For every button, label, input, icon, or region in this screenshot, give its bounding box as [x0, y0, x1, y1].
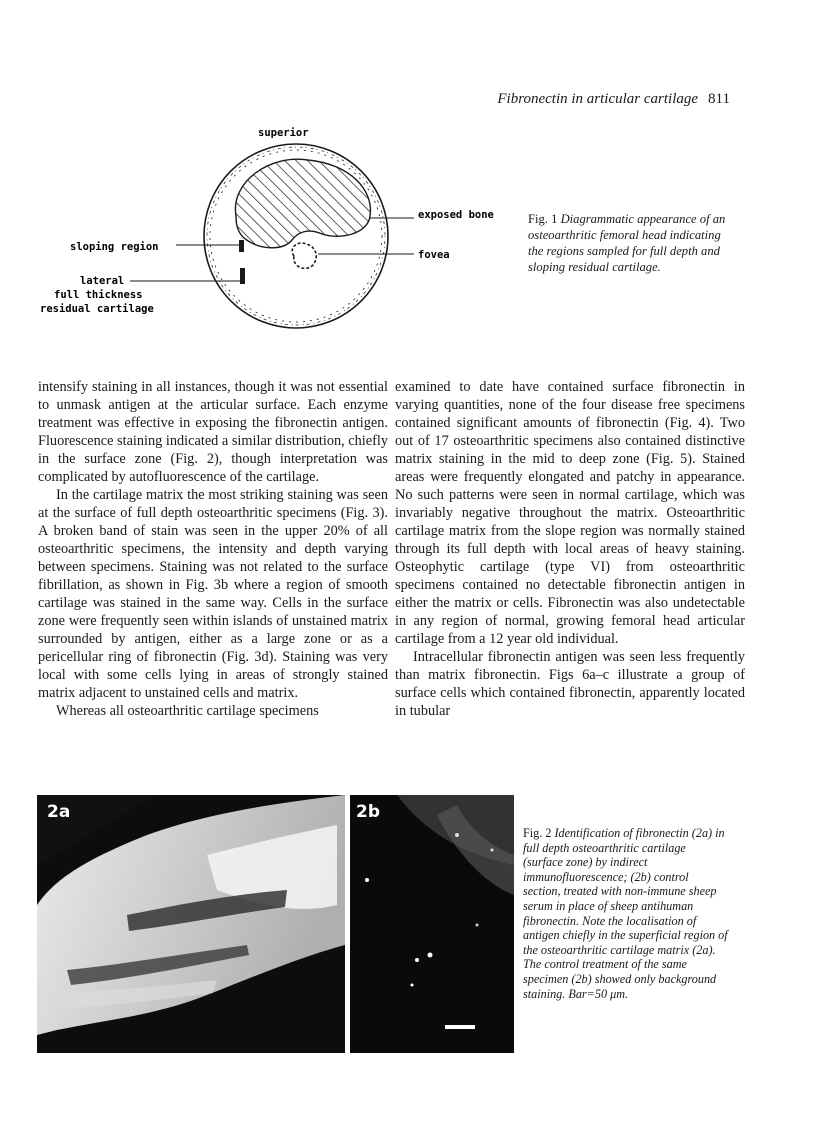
figure1-caption-text: Diagrammatic appearance of an osteoarthritic femoral head indicating the regions sampled for full depth and sloping residual cartilage. [528, 212, 726, 274]
figure1-diagram [40, 120, 520, 350]
micrograph-panels [37, 795, 514, 1053]
label-full-thickness: full thickness [54, 289, 143, 301]
paragraph: Whereas all osteoarthritic cartilage specimens [56, 703, 319, 719]
label-lateral: lateral [80, 275, 125, 287]
exposed-bone-region [235, 159, 370, 248]
full-thickness-marker [240, 268, 245, 284]
label-exposed-bone: exposed bone [418, 209, 494, 221]
paragraph: Intracellular fibronectin antigen was seen less frequently than matrix fibronectin. Figs 6a–c illustrate a group of surface cells which contained fibronectin, apparently located in tubular [395, 649, 745, 719]
scale-bar [445, 1025, 475, 1029]
label-fovea: fovea [418, 249, 450, 261]
body-left-column [38, 378, 388, 720]
paragraph: In the cartilage matrix the most striking staining was seen at the surface of full depth osteoarthritic specimens (Fig. 3). A broken band of stain was seen in the upper 20% of all osteoarthritic specimens, the intensity and depth varying between specimens. Staining was not related to the surface fibrillation, as shown in Fig. 3b where a region of smooth cartilage was stained in the same way. Cells in the surface zone were frequently seen within islands of unstained matrix surrounded by antigen, either as a large zone or as a pericellular ring of fibronectin (Fig. 3d). Staining was very local with some cells lying in areas of strongly stained matrix adjacent to unstained cells and matrix. [38, 487, 388, 701]
panel-2a-label: 2a [47, 802, 71, 822]
figure2-caption [523, 826, 728, 1001]
figure1-caption [528, 211, 738, 275]
panel-2b [350, 795, 514, 1053]
body-right-column [395, 378, 745, 720]
femoral-head-diagram [40, 120, 520, 350]
figure2-micrographs [37, 795, 514, 1053]
figure2-caption-label: Fig. 2 [523, 826, 552, 840]
fovea-shape [292, 243, 316, 268]
running-head-title: Fibronectin in articular cartilage [497, 91, 699, 107]
panel-2a [37, 795, 345, 1053]
paragraph: examined to date have contained surface fibronectin in varying quantities, none of the four disease free specimens contained significant amounts of fibronectin (Fig. 4). Two out of 17 osteoarthritic specimens also contained distinctive matrix staining in the mid to deep zone (Fig. 5). Stained areas were frequently elongated and patchy in appearance. No such patterns were seen in normal cartilage, which was invariably negative throughout the matrix. Osteoarthritic cartilage matrix from the slope region was normally stained through its full depth with local areas of heavy staining. Osteophytic cartilage (type VI) from osteoarthritic specimens contained no detectable fibronectin antigen in either the matrix or cells. Fibronectin was also undetectable in any region of normal, growing femoral head articular cartilage from a 12 year old individual. [395, 379, 745, 647]
label-superior: superior [258, 127, 309, 139]
panel-2b-label: 2b [356, 802, 380, 822]
running-head [440, 90, 730, 108]
figure2-caption-text: Identification of fibronectin (2a) in full depth osteoarthritic cartilage (surface zone) by indirect immunofluorescence; (2b) control section, treated with non-immune sheep serum in place of sheep antihuman fibronectin. Note the localisation of antigen chiefly in the superficial region of the osteoarthritic cartilage matrix (2a). The control treatment of the same specimen (2b) showed only background staining. Bar=50 μm. [523, 826, 728, 1001]
page-number: 811 [708, 91, 730, 107]
paragraph: intensify staining in all instances, though it was not essential to unmask antigen at the articular surface. Each enzyme treatment was effective in exposing the fibronectin antigen. Fluorescence staining indicated a similar distribution, chiefly in the surface zone (Fig. 2), though interpretation was complicated by autofluorescence of the cartilage. [38, 379, 388, 485]
sloping-region-marker [239, 240, 244, 252]
label-residual-cartilage: residual cartilage [40, 303, 154, 315]
label-sloping-region: sloping region [70, 241, 159, 253]
figure1-caption-label: Fig. 1 [528, 212, 558, 226]
